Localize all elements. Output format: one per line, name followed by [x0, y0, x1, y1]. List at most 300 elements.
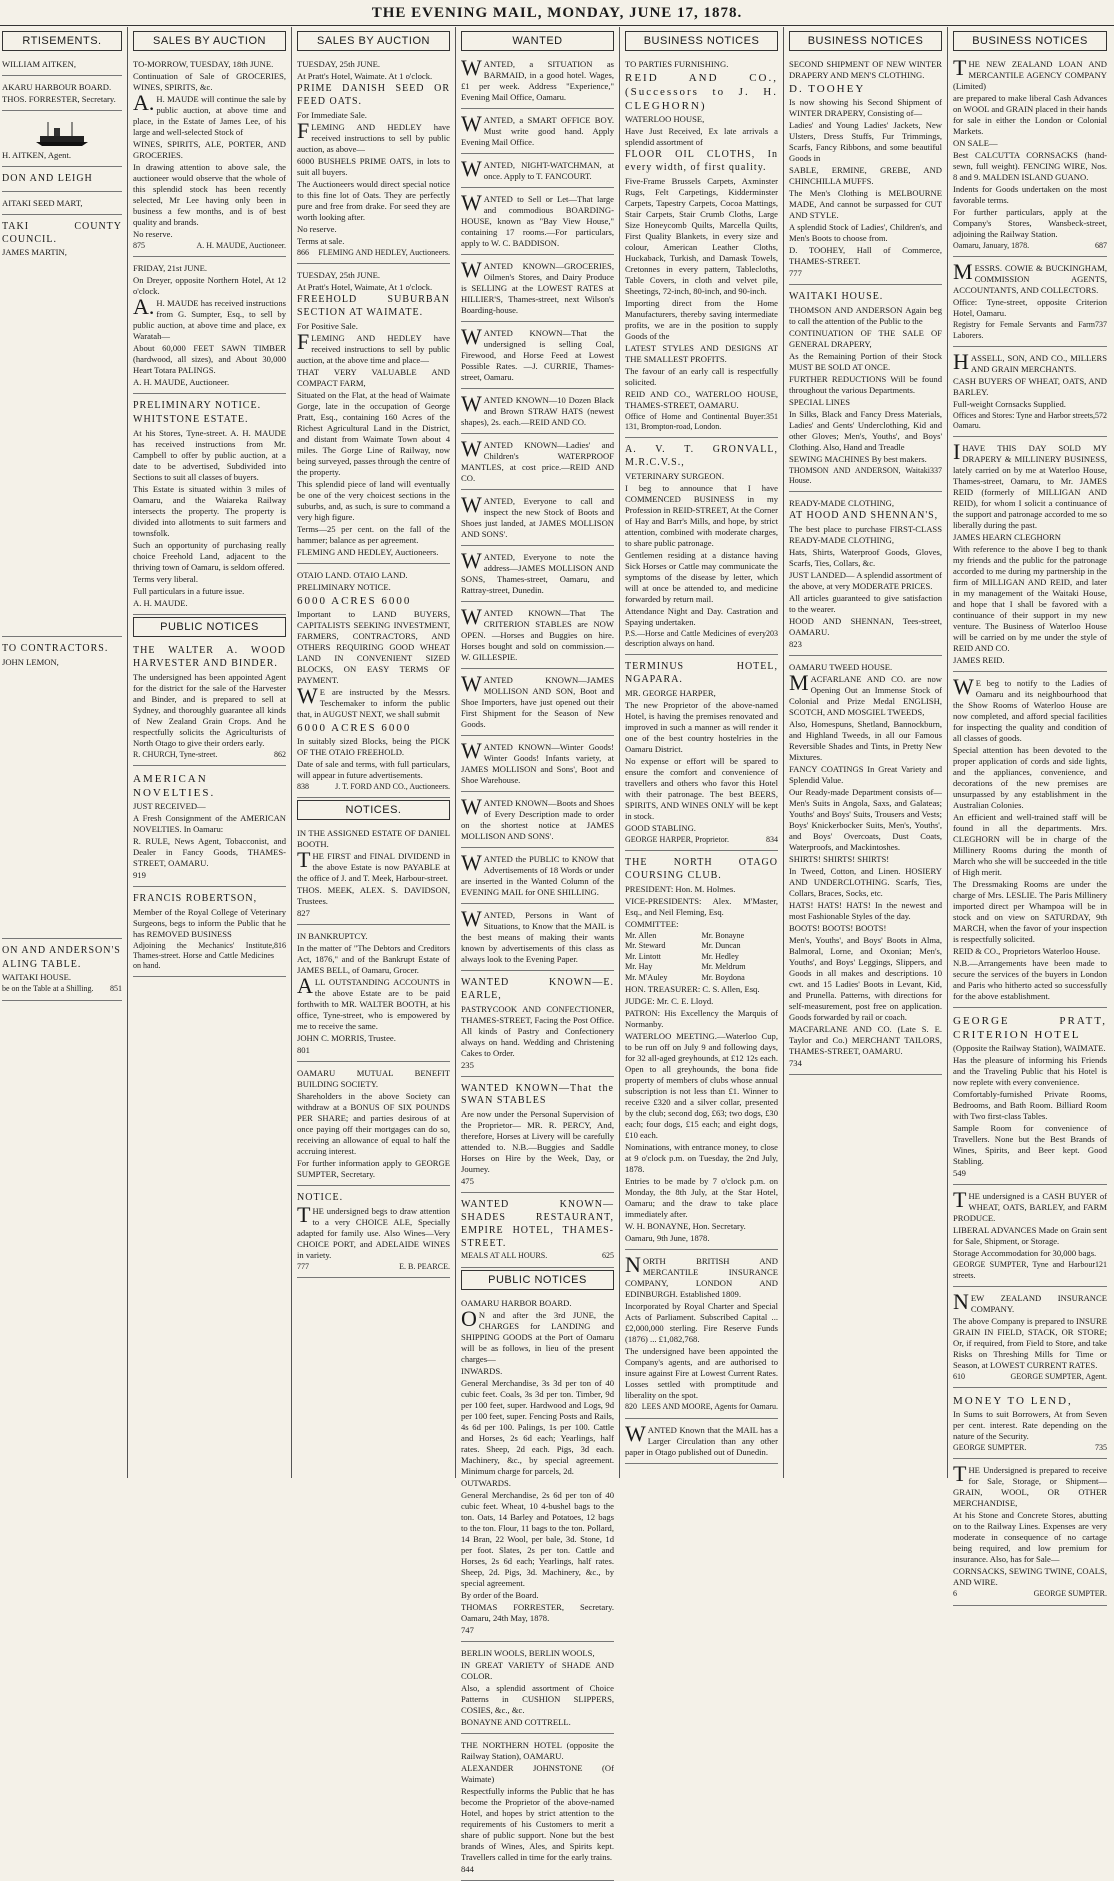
- wanted-ad: [461, 492, 614, 546]
- ad-body: I beg to announce that I have COMMENCED BUSINESS in my Profession in REID-STREET, At the Corner of Hay and Barr's Mills, and hope, by strict attention, combined with moderate charges, to share public patronage.: [625, 482, 778, 548]
- ad-number: 572: [1095, 410, 1107, 420]
- ad-list: CORNSACKS, SEWING TWINE, COALS, AND WIRE.: [953, 1566, 1107, 1588]
- ad-body: THE Undersigned is prepared to receive for Sale, Storage, or Shipment— GRAIN, WOOL, OR OTHER MERCHANDISE,: [953, 1461, 1107, 1509]
- ad-subtitle: (Opposite the Railway Station), WAIMATE.: [953, 1043, 1106, 1054]
- ad-president: PRESIDENT: Hon. M. Holmes.: [625, 883, 736, 894]
- ad-order: By order of the Board.: [461, 1589, 539, 1600]
- list-item: Mr. Allen: [625, 930, 657, 940]
- ad-number: 121: [1095, 1260, 1107, 1270]
- ad-title: WANTED KNOWN—E. EARLE,: [461, 977, 614, 1001]
- ad-title: NORTH BRITISH AND MERCANTILE INSURANCE COMPANY, LONDON AND EDINBURGH. Established 1809.: [625, 1252, 778, 1300]
- ad: [297, 55, 450, 264]
- ad-headline: HATS! HATS! HATS! In the newest and most Fashionable Styles of the day.: [789, 900, 942, 922]
- ad-number: 235: [461, 1059, 474, 1070]
- section-header: BUSINESS NOTICES: [953, 31, 1107, 51]
- ad-text: WANTED, NIGHT-WATCHMAN, at once. Apply to T. FANCOURT.: [461, 156, 614, 182]
- ad-office: Office: Tyne-street, opposite Criterion Hotel, Oamaru.: [953, 297, 1107, 319]
- ad-text: With reference to the above I beg to thank my friends and the public for the patronage accorded to me during my partnership in the firm of MILLIGAN AND REID, and later in my management of the Waitaki House, and hope that I shall be favored with a continuance of their support in my new venture. The Business of Waterloo House will be carried on by me under the style of REID AND CO.: [953, 544, 1107, 654]
- ad-text: For further particulars, apply at the Company's Stores, Wansbeck-street, adjoining the Railway Station.: [953, 207, 1107, 240]
- ad-list: In Silks, Black and Fancy Dress Materials, Ladies' and Gents' Underclothing, Kid and other Gloves; Men's, Youths', and Boys' Clothing. Also, Hand and Treadle: [789, 408, 942, 452]
- ad-title: FREEHOLD SUBURBAN SECTION AT WAIMATE.: [297, 293, 450, 318]
- ad-text: All articles guaranteed to give satisfaction to the wearer.: [789, 593, 942, 615]
- ad: [297, 266, 450, 564]
- ad-date: TUESDAY, 25th JUNE.: [297, 59, 381, 70]
- ad-body: The above Company is prepared to INSURE GRAIN IN FIELD, STACK, OR STORE; Or, if required, from Field to Store, and take Risks on Threshing Mills for Time or Season, at LOWEST CURRENT RATES.: [953, 1315, 1107, 1370]
- section-header: SALES BY AUCTION: [297, 31, 450, 51]
- ad-place: At Pratt's Hotel, Waimate. At 1 o'clock.: [297, 71, 433, 82]
- ad-footer: [953, 411, 1107, 431]
- wanted-ad: [461, 850, 614, 904]
- ad-text: WANTED, Everyone to note the address—JAMES MOLLISON AND SONS, Thames-street, Oamaru, and Rattray-street, Dunedin.: [461, 548, 614, 596]
- ad: [2, 113, 122, 167]
- ad: [461, 1736, 614, 1881]
- ad-headline: CASH BUYERS OF WHEAT, OATS, AND BARLEY.: [953, 375, 1107, 397]
- ad-text: Situated on the Flat, at the head of Waimate Gorge, late in the occupation of George Pratt, Esq., containing 160 Acres of the Richest Agricultural Land in the District, and distant from Waimate Town about 4 miles. The Gorge Line of Railway, now being surveyed, passes through the centre of the property.: [297, 389, 450, 477]
- ad-signature: THOMAS FORRESTER, Secretary. Oamaru, 24th May, 1878.: [461, 1601, 614, 1623]
- ad-text: Such an opportunity of purchasing really choice Freehold Land, adjacent to the thriving town of Oamaru, is seldom offered.: [133, 539, 286, 572]
- ad-title: AMERICAN NOVELTIES.: [133, 772, 216, 799]
- ad: [625, 1421, 778, 1464]
- ad-body: PASTRYCOOK AND CONFECTIONER, THAMES-STREET, Facing the Post Office. All kinds of Pastry and Confectionery always on hand. Wedding and Christening Cakes to Order.: [461, 1003, 614, 1058]
- ad: [2, 194, 122, 215]
- ad-signature: JAMES MARTIN,: [2, 247, 67, 258]
- ad-subtitle: For Positive Sale.: [297, 320, 358, 331]
- ad-text: P.S.—Horse and Cattle Medicines of every description always on hand.: [625, 628, 766, 649]
- ad: [133, 768, 286, 887]
- ad-headline: SABLE, ERMINE, GREBE, AND CHINCHILLA MUFFS.: [789, 165, 942, 187]
- ad-text: For further information apply to GEORGE SUMPTER, Secretary.: [297, 1157, 450, 1179]
- ad-number: 777: [789, 268, 802, 279]
- section-header: NOTICES.: [297, 800, 450, 820]
- ad-text: This splendid piece of land will eventually be one of the very choicest sections in the suburbs, and, as such, is sure to command a very high figure.: [297, 478, 450, 522]
- ad-body: IN GREAT VARIETY of SHADE AND COLOR.: [461, 1659, 614, 1681]
- ad-signature: HOOD AND SHENNAN, Tees-street, OAMARU.: [789, 616, 942, 638]
- ad-text: WANTED KNOWN—That The CRITERION STABLES are NOW OPEN. —Horses and Buggies on hire. Horses bought and sold on commission.— W. GILLESPIE.: [461, 604, 614, 663]
- ad-text: GOOD STABLING.: [625, 823, 696, 834]
- ad: [953, 1187, 1107, 1286]
- wanted-ad: [461, 671, 614, 736]
- ad-text: The undersigned have been appointed the Company's agents, and are authorised to insure against Fire at Lowest Current Rates. Losses settled with promptitude and liberality on the spot.: [625, 1346, 778, 1401]
- ad-headline: CONTINUATION OF THE SALE OF GENERAL DRAPERY,: [789, 327, 942, 349]
- ad-date: TO-MORROW, TUESDAY, 18th JUNE.: [133, 59, 274, 70]
- ad-text: Indents for Goods undertaken on the most favorable terms.: [953, 184, 1107, 206]
- ad-text: WANTED, a SITUATION as BARMAID, in a good hotel. Wages, £1 per week. Address "Experience," Evening Mail Office, Oamaru.: [461, 55, 614, 103]
- ad-title: SECOND SHIPMENT OF NEW WINTER DRAPERY AND MEN'S CLOTHING.: [789, 59, 942, 81]
- ad-body: Respectfully informs the Public that he has become the Proprietor of the above-named Hotel, and hopes by strict attention to the requirements of his Customers to merit a share of public support. None but the best brands of Wines, Ales, and Spirits kept. Travellers called in time for the early trains.: [461, 1785, 614, 1862]
- ad: [953, 1461, 1107, 1605]
- ad-signature: REID & CO., Proprietors Waterloo House.: [953, 946, 1101, 957]
- ad-text: The Men's Clothing is MELBOURNE MADE, And cannot be surpassed for CUT AND STYLE.: [789, 188, 942, 221]
- ad-text: No expense or effort will be spared to ensure the comfort and convenience of travellers and others who favor this Hotel with their patronage. The best BEERS, SPIRITS, AND WINES ONLY will be kept in stock.: [625, 756, 778, 822]
- ad-subhead: OUTWARDS.: [461, 1477, 511, 1488]
- section-header: BUSINESS NOTICES: [625, 31, 778, 51]
- ad-text: WANTED the PUBLIC to KNOW that Advertisements of 18 Words or under are inserted in the Wanted Column of the EVENING MAIL for ONE SHILLING.: [461, 850, 614, 898]
- ship-icon: [32, 120, 92, 146]
- ad-title: A. V. T. GRONVALL, M.R.C.V.S.,: [625, 444, 778, 469]
- ad-body: A.H. MAUDE has received instructions from G. Sumpter, Esq., to sell by public auction, at above time and place, ex Waratah—: [133, 294, 286, 342]
- ad-text: Storage Accommodation for 30,000 bags.: [953, 1248, 1097, 1259]
- ad-headline: The best place to purchase FIRST-CLASS READY-MADE CLOTHING,: [789, 524, 942, 546]
- ad-title: NOTICE.: [297, 1191, 344, 1203]
- ad-text: In Tweed, Cotton, and Linen. HOSIERY AND UNDERCLOTHING. Scarfs, Ties, Collars, Braces, Socks, etc.: [789, 866, 942, 899]
- ad-subtitle: Continuation of Sale of GROCERIES, WINES, SPIRITS, &c.: [133, 71, 286, 93]
- ad-signature: JAMES REID.: [953, 655, 1005, 666]
- ad-text: WE are instructed by the Messrs. Teschemaker to inform the public that, in AUGUST NEXT, we shall submit: [297, 682, 450, 719]
- ad-number: 203: [766, 628, 778, 638]
- ad: [789, 55, 942, 285]
- ad-note: Full particulars in a future issue.: [133, 585, 245, 596]
- ad-text: At his Stone and Concrete Stores, abutting on to the Railway Lines. Expenses are very moderate in consequence of no cartage being required, and low premium for insurance. Also, has for Sale—: [953, 1510, 1107, 1565]
- ad-date: Oamaru, 9th June, 1878.: [625, 1233, 710, 1244]
- ad-body: Importing direct from the Home Manufacturers, thereby saving intermediate profits, we are in the position to supply Goods of the: [625, 297, 778, 341]
- ad-number: 866: [297, 247, 309, 257]
- ad-subtitle: For Immediate Sale.: [297, 109, 367, 120]
- ad-footer: [133, 750, 286, 760]
- ad-body: MACFARLANE AND CO. are now Opening Out an Immense Stock of Colonial and Prize Medal ENGLISH, SCOTCH, AND MOSGIEL TWEEDS,: [789, 670, 942, 718]
- list-item: Mr. Lintott: [625, 951, 661, 961]
- wanted-ad: [461, 436, 614, 490]
- ad-text: The favour of an early call is respectfully solicited.: [625, 365, 778, 387]
- ad-body: ON and after the 3rd JUNE, the CHARGES for LANDING and SHIPPING GOODS at the Port of Oamaru will be as follows, in lieu of the present charges—: [461, 1305, 614, 1364]
- ad-text: Special attention has been devoted to the proper application of cords and side lights, and the appliances, convenience, and decorations of the new premises are unsurpassed by any establishment in the Australian Colonies.: [953, 745, 1107, 811]
- ad: [2, 639, 122, 939]
- ad: [2, 169, 122, 192]
- ad: [297, 824, 450, 925]
- ad-place: At Pratt's Hotel, Waimate, At 1 o'clock.: [297, 281, 433, 292]
- ad-text: WANTED KNOWN—JAMES MOLLISON AND SON, Boot and Shoe Importers, have just opened out their First Shipment for the Season of New Goods.: [461, 671, 614, 730]
- ad-signature: JAMES HEARN CLEGHORN: [953, 532, 1061, 543]
- ad-number: 844: [461, 1863, 474, 1874]
- ad-body: Has the pleasure of informing his Friends and the Traveling Public that his Hotel is now replete with every convenience.: [953, 1055, 1107, 1088]
- wanted-ad: [461, 111, 614, 154]
- ad: [953, 1289, 1107, 1388]
- ad-text: WANTED KNOWN—Winter Goods! Winter Goods! Infants variety, at JAMES MOLLISON and Sons', Boot and Shoe Warehouse.: [461, 738, 614, 786]
- ad: [133, 641, 286, 766]
- ad: [2, 941, 122, 1001]
- ad-number: 6: [953, 1589, 957, 1599]
- ad-number: 838: [297, 781, 309, 791]
- ad-body: In the matter of "The Debtors and Creditors Act, 1876," and of the Bankrupt Estate of JAMES BELL, of Oamaru, Grocer.: [297, 942, 450, 975]
- section-header: WANTED: [461, 31, 614, 51]
- ad-text: Also, Homespuns, Shetland, Bannockburn, and Highland Tweeds, in all our Famous Reversible Shades and Tints, in Pretty New Mixtures.: [789, 719, 942, 763]
- ad-list: Hats, Shirts, Waterproof Goods, Gloves, Scarfs, Ties, Collars, &c.: [789, 547, 942, 569]
- ad-footer: [953, 1260, 1107, 1280]
- ad-number: 862: [274, 749, 286, 759]
- ad-list: General Merchandise, 2s 6d per ton of 40 cubic feet. Wheat, 10 4-bushel bags to the ton. Oats, 14 Barley and Potatoes, 12 bags to the ton. Flour, 11 bags to the ton. Pollard, 14 Bran, 22 Wool, per bale, 3d. Stone, 1d per foot. Slates, 2s per ton. Cattle and Horses, 2s 6d each; Yearlings, half rates. Sheep, 2d. Pigs, 3d. Machinery, &c., by special agreement.: [461, 1489, 614, 1588]
- ad-body: Are now under the Personal Supervision of the Proprietor— MR. R. PERCY, And, therefore, Horses at Livery will be carefully attended to. N.B.—Buggies and Saddle Horses on Hire by the Week, Day, or Journey.: [461, 1109, 614, 1175]
- ad-title: TO PARTIES FURNISHING.: [625, 59, 729, 70]
- ad: [953, 439, 1107, 672]
- ad-signature: LEES AND MOORE, Agents for Oamaru.: [641, 1402, 778, 1412]
- list-item: Mr. Steward: [625, 941, 666, 951]
- list-item: Mr. Hedley: [701, 951, 739, 961]
- ad-title: FRANCIS ROBERTSON,: [133, 892, 258, 904]
- ad-subtitle: ALING TABLE.: [2, 958, 82, 970]
- ad-place: On Dreyer, opposite Northern Hotel, At 12 o'clock.: [133, 275, 286, 297]
- ad-title: TAKI COUNTY COUNCIL.: [2, 220, 122, 245]
- ad-body: The undersigned has been appointed Agent for the district for the sale of the Harvester and Binder, and is prepared to sell at Sydney, and thoroughly guarantee all kinds of New Zealand Grain Crops. And he respectfully solicits the Agriculturists of North Otago to give their orders early.: [133, 671, 286, 748]
- ad: [953, 674, 1107, 1008]
- ad-text: Full-weight Cornsacks Supplied.: [953, 398, 1066, 409]
- ad-body: Member of the Royal College of Veterinary Surgeons, begs to inform the Public that he has REMOVED BUSINESS: [133, 906, 286, 939]
- ad-title: PRIME DANISH SEED OR FEED OATS.: [297, 83, 450, 107]
- ad-signature: GEORGE SUMPTER.: [953, 1443, 1027, 1453]
- ad-signature: E. B. PEARCE.: [399, 1261, 450, 1271]
- ad-title: PRELIMINARY NOTICE.: [133, 400, 262, 412]
- ad-title: THE NEW ZEALAND LOAN AND MERCANTILE AGENCY COMPANY (Limited): [953, 55, 1107, 92]
- ad-text: As the Remaining Portion of their Stock MUST BE SOLD AT ONCE.: [789, 350, 942, 372]
- ad-text: A splendid Stock of Ladies', Children's, and Men's Boots to choose from.: [789, 222, 942, 244]
- ad-signature: D. TOOHEY, Hall of Commerce, THAMES-STREET.: [789, 245, 942, 267]
- ad-main: FLOOR OIL CLOTHS, In every width, of first quality.: [625, 149, 778, 174]
- ad-text: WANTED KNOWN—That the undersigned is selling Coal, Firewood, and Horse Feed at Lowest Possible Rates. —J. CURRIE, Thames-street, Oamaru.: [461, 324, 614, 383]
- ad-body: The new Proprietor of the above-named Hotel, is having the premises renovated and improved in such a manner as will render it one of the best country hostelries in the Oamaru District.: [625, 700, 778, 755]
- ad-title: ON AND ANDERSON'S: [2, 944, 121, 956]
- ad-body: Incorporated by Royal Charter and Special Acts of Parliament. Subscribed Capital ... £2,000,000 sterling. Fire Reserve Funds (1876) ... £1,082,768.: [625, 1301, 778, 1345]
- ad-name: MR. GEORGE HARPER,: [625, 688, 716, 699]
- ad: [133, 55, 286, 257]
- ad-body: IHAVE THIS DAY SOLD MY DRAPERY & MILLINERY BUSINESS, lately carried on by me at Waterloo House, Thames-street, Oamaru, to Mr. JAMES REID (formerly of MILLIGAN AND REID), for whom I solicit a continuance of the support and patronage accorded to me so liberally during the past.: [953, 439, 1107, 531]
- ad-footer: [625, 629, 778, 649]
- ad-number: 351: [766, 411, 778, 421]
- committee-list: [625, 931, 778, 984]
- ad: [461, 973, 614, 1077]
- ad-items: 6000 BUSHELS PRIME OATS, in lots to suit all buyers.: [297, 155, 450, 177]
- wanted-ad: [461, 794, 614, 848]
- ad-intro: Have Just Received, Ex late arrivals a splendid assortment of: [625, 126, 778, 148]
- ad-footer: [297, 782, 450, 792]
- ad: [461, 1644, 614, 1734]
- ad-text: ALL OUTSTANDING ACCOUNTS in the above Estate are to be paid forthwith to MR. WALTER BOOTH, at his office, Tyne-street, who is empowered by me to receive the same.: [297, 972, 450, 1031]
- ad-signature: A. H. MAUDE, Auctioneer.: [133, 377, 230, 388]
- ad-number: 777: [297, 1261, 309, 1271]
- ad-body: A.H. MAUDE will continue the sale by public auction, at above time and place, in the Estate of James Lee, of his large and well-selected Stock of: [133, 90, 286, 138]
- ad-number: 919: [133, 869, 146, 880]
- ad-text: WANTED, a SMART OFFICE BOY. Must write good hand. Apply Evening Mail Office.: [461, 111, 614, 148]
- ad-number: 851: [110, 984, 122, 994]
- ad-subtitle: VETERINARY SURGEON.: [625, 470, 724, 481]
- ad-text: SEWING MACHINES By best makers.: [789, 453, 927, 464]
- ad: [625, 657, 778, 851]
- ad-text: be on the Table at a Shilling.: [2, 984, 94, 994]
- ad-text: Nominations, with entrance money, to close at 9 o'clock p.m. on Tuesday, the 2nd July, 1878.: [625, 1142, 778, 1175]
- ad-footer: [625, 1402, 778, 1412]
- ad: [953, 55, 1107, 257]
- ad-signature: R. CHURCH, Tyne-street.: [133, 749, 218, 759]
- wanted-ad: [461, 55, 614, 109]
- ad-acres: 6000 ACRES 6000: [297, 721, 412, 734]
- ad-body: THE FIRST and FINAL DIVIDEND in the above Estate is now PAYABLE at the office of J. and T. Meek, Harbour-street.: [297, 846, 450, 883]
- column-business-notices-1: [620, 27, 784, 1478]
- ad-text: Men's, Youths', and Boys' Boots in Alma, Balmoral, Lorne, and Oxonian; Men's, Youths', and Boys' Leggings, Slippers, and Goods in all makes and descriptions. 10 cwt. and 15 Ladies' Boots in Levant, Kid, and Prunella. Patterns, with directions for self-measurement, post free on application. Goods forwarded by rail or coach.: [789, 935, 942, 1023]
- ad-body: THOMSON AND ANDERSON Again beg to call the attention of the Public to the: [789, 304, 942, 326]
- ad-number: 801: [297, 1044, 310, 1055]
- ad-signature: GEORGE SUMPTER.: [1033, 1589, 1107, 1599]
- ad-title: THE NORTH OTAGO COURSING CLUB.: [625, 857, 778, 882]
- ad: [2, 78, 122, 111]
- ad-title: TO CONTRACTORS.: [2, 642, 109, 654]
- ad-text: Adjoining the Mechanics' Institute, Thames-street. Horse and Cattle Medicines on hand.: [133, 940, 274, 971]
- ad-text: LIBERAL ADVANCES Made on Grain sent for Sale, Shipment, or Storage.: [953, 1225, 1107, 1247]
- ad-title: AKARU HARBOUR BOARD.: [2, 82, 112, 93]
- ad-number: 610: [953, 1371, 965, 1381]
- column-wanted: [456, 27, 620, 1874]
- ad: [297, 927, 450, 1062]
- ad-headline: FANCY COATINGS In Great Variety and Splendid Value.: [789, 764, 942, 786]
- ad-vice-presidents: VICE-PRESIDENTS: Alex. M'Master, Esq., and Neil Fleming, Esq.: [625, 895, 778, 917]
- ad-acres: 6000 ACRES 6000: [297, 594, 412, 607]
- wanted-ad: [461, 548, 614, 602]
- ad: [461, 1195, 614, 1267]
- ad-body: Is now showing his Second Shipment of WINTER DRAPERY, Consisting of—: [789, 97, 942, 119]
- ad-signature: FLEMING AND HEDLEY, Auctioneers.: [297, 546, 439, 557]
- masthead-title: THE EVENING MAIL, MONDAY, JUNE 17, 1878.: [371, 5, 743, 21]
- ad-signature: JOHN LEMON,: [2, 656, 59, 667]
- ad: [953, 349, 1107, 437]
- list-item: Mr. Meldrum: [701, 962, 746, 972]
- wanted-ad: [461, 391, 614, 434]
- ad-number: 816: [274, 940, 286, 950]
- wanted-ad: [461, 604, 614, 669]
- ad-signature: FLEMING AND HEDLEY, Auctioneers.: [318, 247, 450, 257]
- ad: [297, 1188, 450, 1278]
- ad-reserve: No reserve.: [133, 229, 173, 240]
- ad-title: OAMARU HARBOR BOARD.: [461, 1297, 572, 1308]
- ad-body: AT HOOD AND SHENNAN'S,: [789, 510, 939, 522]
- ad: [297, 1064, 450, 1186]
- wanted-ad: [461, 906, 614, 971]
- ad-note: In drawing attention to above sale, the auctioneer would observe that the whole of this splendid stock has been recently selected, Mr Lee having only been in business a few months, and is of best quality and brands.: [133, 162, 286, 228]
- ad-list: Ladies' and Young Ladies' Jackets, New Ulsters, Dress Stuffs, Fur Trimmings, Scarfs, Fancy Ribbons, and some beautiful Goods in: [789, 120, 942, 164]
- ad-title: NEW ZEALAND INSURANCE COMPANY.: [953, 1288, 1107, 1314]
- ad-footer: [461, 1251, 614, 1261]
- ad-text: Attendance Night and Day. Castration and Spaying undertaken.: [625, 605, 778, 627]
- ad-signature: THOMSON AND ANDERSON, Waitaki House.: [789, 465, 930, 486]
- ad-text: JUST LANDED— A splendid assortment of the above, at very MODERATE PRICES.: [789, 570, 942, 592]
- ad-text: WANTED KNOWN—Ladies' and Children's WATERPROOF MANTLES, at cost price.—REID AND CO.: [461, 436, 614, 484]
- ad-title: READY-MADE CLOTHING,: [789, 498, 895, 509]
- ad-signature: GEORGE HARPER, Proprietor.: [625, 835, 729, 845]
- ad-text: Comfortably-furnished Private Rooms, Bedrooms, and Bath Room. Billiard Room with Two first-class Tables.: [953, 1089, 1107, 1122]
- ad-number: 747: [461, 1624, 474, 1635]
- column-sales-by-auction-2: [292, 27, 456, 1478]
- ad-text: Sample Room for convenience of Travellers. None but the Best Brands of Wines, Spirits, and Beer kept. Good Stabling.: [953, 1123, 1107, 1167]
- ad-title: OAMARU TWEED HOUSE.: [789, 662, 893, 673]
- list-item: Mr. Duncan: [701, 941, 741, 951]
- section-header: PUBLIC NOTICES: [133, 617, 286, 637]
- ad-body: MEALS AT ALL HOURS.: [461, 1251, 548, 1261]
- ad-title: WANTED KNOWN— SHADES RESTAURANT, EMPIRE HOTEL, THAMES-STREET.: [461, 1199, 614, 1249]
- ad-subhead: SPECIAL LINES: [789, 396, 851, 407]
- section-header: SALES BY AUCTION: [133, 31, 286, 51]
- ad-terms: Terms very liberal.: [133, 573, 199, 584]
- ad-title: THE WALTER A. WOOD HARVESTER AND BINDER.: [133, 644, 286, 669]
- ad-terms: Terms—25 per cent. on the fall of the hammer; balance as per agreement.: [297, 523, 450, 545]
- ad-footer: [133, 241, 286, 251]
- ad-number: 827: [297, 907, 310, 918]
- ad-text: WANTED KNOWN—10 Dozen Black and Brown STRAW HATS (newest shapes), 2s. each.—REID AND CO.: [461, 391, 614, 428]
- ad-footer: [297, 1262, 450, 1272]
- ad-treasurer: HON. TREASURER: C. S. Allen, Esq.: [625, 984, 760, 995]
- ad-headline: BOOTS! BOOTS! BOOTS!: [789, 923, 887, 934]
- ad-office: Offices and Stores: Tyne and Harbor streets, Oamaru.: [953, 410, 1095, 431]
- ad: [133, 259, 286, 394]
- ad: [953, 259, 1107, 346]
- ad-number: 834: [766, 835, 778, 845]
- section-header: PUBLIC NOTICES: [461, 1270, 614, 1290]
- ad-patron: PATRON: His Excellency the Marquis of Normanby.: [625, 1008, 778, 1030]
- ad-footer: [789, 466, 942, 486]
- ad-text: An efficient and well-trained staff will be found in all the departments. Mrs. CLEGHORN will be in charge of the Millinery Rooms during the month of March who she will be succeeded in the title of High merit.: [953, 812, 1107, 878]
- ad: [625, 853, 778, 1250]
- ad-text: WANTED KNOWN—GROCERIES, Oilmen's Stores, and Dairy Produce is SELLING at the LOWEST RATES at HILLIER'S, Thames-street, next Wilson's Boarding-house.: [461, 257, 614, 316]
- ad-footer: [2, 984, 122, 994]
- ad-text: WANTED KNOWN—Boots and Shoes of Every Description made to order on the shortest notice at JAMES MOLLISON AND SONS'.: [461, 794, 614, 842]
- ad-title: HASSELL, SON, AND CO., MILLERS AND GRAIN MERCHANTS.: [953, 348, 1107, 374]
- ad-office: Office of Home and Continental Buyer: 131, Brompton-road, London.: [625, 411, 766, 432]
- ad-text: N.B.—Arrangements have been made to secure the services of the buyers in London and Paris who hitherto acted so successfully for the above establishment.: [953, 958, 1107, 1002]
- ad-title: WAITAKI HOUSE.: [789, 291, 884, 303]
- ad-text: Our Ready-made Department consists of— Men's Suits in Angola, Saxs, and Galateas; Youths' and Boys' Suits, Trousers and Vests; Boys' Knickerbocker Suits, Men's, Youths', and Boys' Overcoats, Dust Coats, Waterproofs, and Mackintoshes.: [789, 787, 942, 853]
- ad: [297, 566, 450, 798]
- ad-text: Gentlemen residing at a distance having Sick Horses or Cattle may communicate the symptoms of the disease by letter, which will at once be attended to, and medicine forwarded by return mail.: [625, 549, 778, 604]
- ad-footer: [133, 941, 286, 972]
- ad-judge: JUDGE: Mr. C. E. Lloyd.: [625, 996, 714, 1007]
- ad-number: 820: [625, 1402, 637, 1412]
- ad-text: FURTHER REDUCTIONS Will be found throughout the various Departments.: [789, 373, 942, 395]
- ad-committee-label: COMMITTEE:: [625, 918, 679, 929]
- ad-subtitle: ALEXANDER JOHNSTONE (Of Waimate): [461, 1762, 614, 1784]
- ad-title: BERLIN WOOLS, BERLIN WOOLS,: [461, 1647, 595, 1658]
- ad-title: IN THE ASSIGNED ESTATE OF DANIEL BOOTH.: [297, 827, 450, 849]
- ad-signature: THOS. MEEK, ALEX. S. DAVIDSON, Trustees.: [297, 884, 450, 906]
- wanted-ad: [461, 156, 614, 188]
- ad-signature: THOS. FORRESTER, Secretary.: [2, 94, 116, 105]
- ad-subtitle: JUST RECEIVED—: [133, 800, 206, 811]
- ad-headline: THAT VERY VALUABLE AND COMPACT FARM,: [297, 366, 450, 388]
- ad: [133, 396, 286, 615]
- newspaper-columns: [0, 27, 1114, 1874]
- ad-signature: R. RULE, News Agent, Tobacconist, and Dealer in Fancy Goods, THAMES-STREET, OAMARU.: [133, 835, 286, 868]
- ad-number: 625: [602, 1251, 614, 1261]
- ad-title: OAMARU MUTUAL BENEFIT BUILDING SOCIETY.: [297, 1067, 450, 1089]
- ad-body: THE undersigned begs to draw attention to a very CHOICE ALE, Specially adapted for family use. Also Wines—Very CHOICE PORT, and ADELAIDE WINES in variety.: [297, 1201, 450, 1260]
- ad-title: PRELIMINARY NOTICE.: [297, 581, 391, 592]
- ad: [625, 55, 778, 438]
- ad-signature: A. H. MAUDE, Auctioneer.: [196, 241, 286, 251]
- ad-footer: [625, 412, 778, 432]
- ad-signature: J. T. FORD AND CO., Auctioneers.: [335, 781, 450, 791]
- ad-text: WANTED to Sell or Let—That large and commodious BOARDING-HOUSE, known as "Bay View House," containing 17 rooms.—For particulars, apply to W. C. BADDISON.: [461, 190, 614, 249]
- ad-body: Important to LAND BUYERS, CAPITALISTS SEEKING INVESTMENT, FARMERS, CONTRACTORS, AND OTHERS REQUIRING GOOD WHEAT LAND IN CONVENIENT SIZED BLOCKS, ON EASY TERMS OF PAYMENT.: [297, 608, 450, 685]
- ad-footer: [953, 320, 1107, 340]
- ad-signature: H. AITKEN, Agent.: [2, 150, 71, 161]
- ad-list: Five-Frame Brussels Carpets, Axminster Rugs, Felt Carpetings, Kidderminster Carpets, Tapestry Carpets, Cocoa Mattings, Stair Carpets, Stair Crumb Cloths, Large Size Honeycomb Quilts, Marcella Quilts, First Quality Blankets, in every size and colour, American Leather Cloths, Huckaback, Turkish, and Damask Towels, Cretonnes in every pattern, Tablecloths, Table Covers, in cloth and velvet pile, Sheetings, 72-inch, 80-inch, and 90-inch.: [625, 175, 778, 296]
- ad-items: About 60,000 FEET SAWN TIMBER (hardwood, all sizes), and About 30,000 Heart Totara PALINGS.: [133, 343, 286, 376]
- ad-number: 687: [1095, 241, 1107, 251]
- ad-title: MONEY TO LEND,: [953, 1395, 1073, 1408]
- ad-date: FRIDAY, 21st JUNE.: [133, 263, 208, 274]
- ad-title: WANTED KNOWN—That the SWAN STABLES: [461, 1082, 614, 1107]
- ad-goods: WINES, SPIRITS, ALE, PORTER, AND GROCERIES.: [133, 139, 286, 161]
- ad: [953, 1390, 1107, 1459]
- ad-number: 475: [461, 1176, 474, 1187]
- ad-number: 737: [1095, 320, 1107, 330]
- ad-text: Registry for Female Servants and Farm Laborers.: [953, 320, 1095, 340]
- ad-footer: [953, 1372, 1107, 1382]
- ad-list: General Merchandise, 3s 3d per ton of 40 cubic feet. Coals, 3s 3d per ton. Timber, 9d per 100 feet, super. Hardwood and Logs, 9d per 100 feet, super. Fencing Posts and Rails, 4s 6d per 100. Palings, 1s per 100. Cattle and Horses, 2s 6d each; Yearlings, half rates. Sheep, 2d each. Pigs, 3d each. Machinery, &c., by special agreement. Minimum charge for parcels, 2d.: [461, 1377, 614, 1476]
- ad-number: 823: [789, 639, 802, 650]
